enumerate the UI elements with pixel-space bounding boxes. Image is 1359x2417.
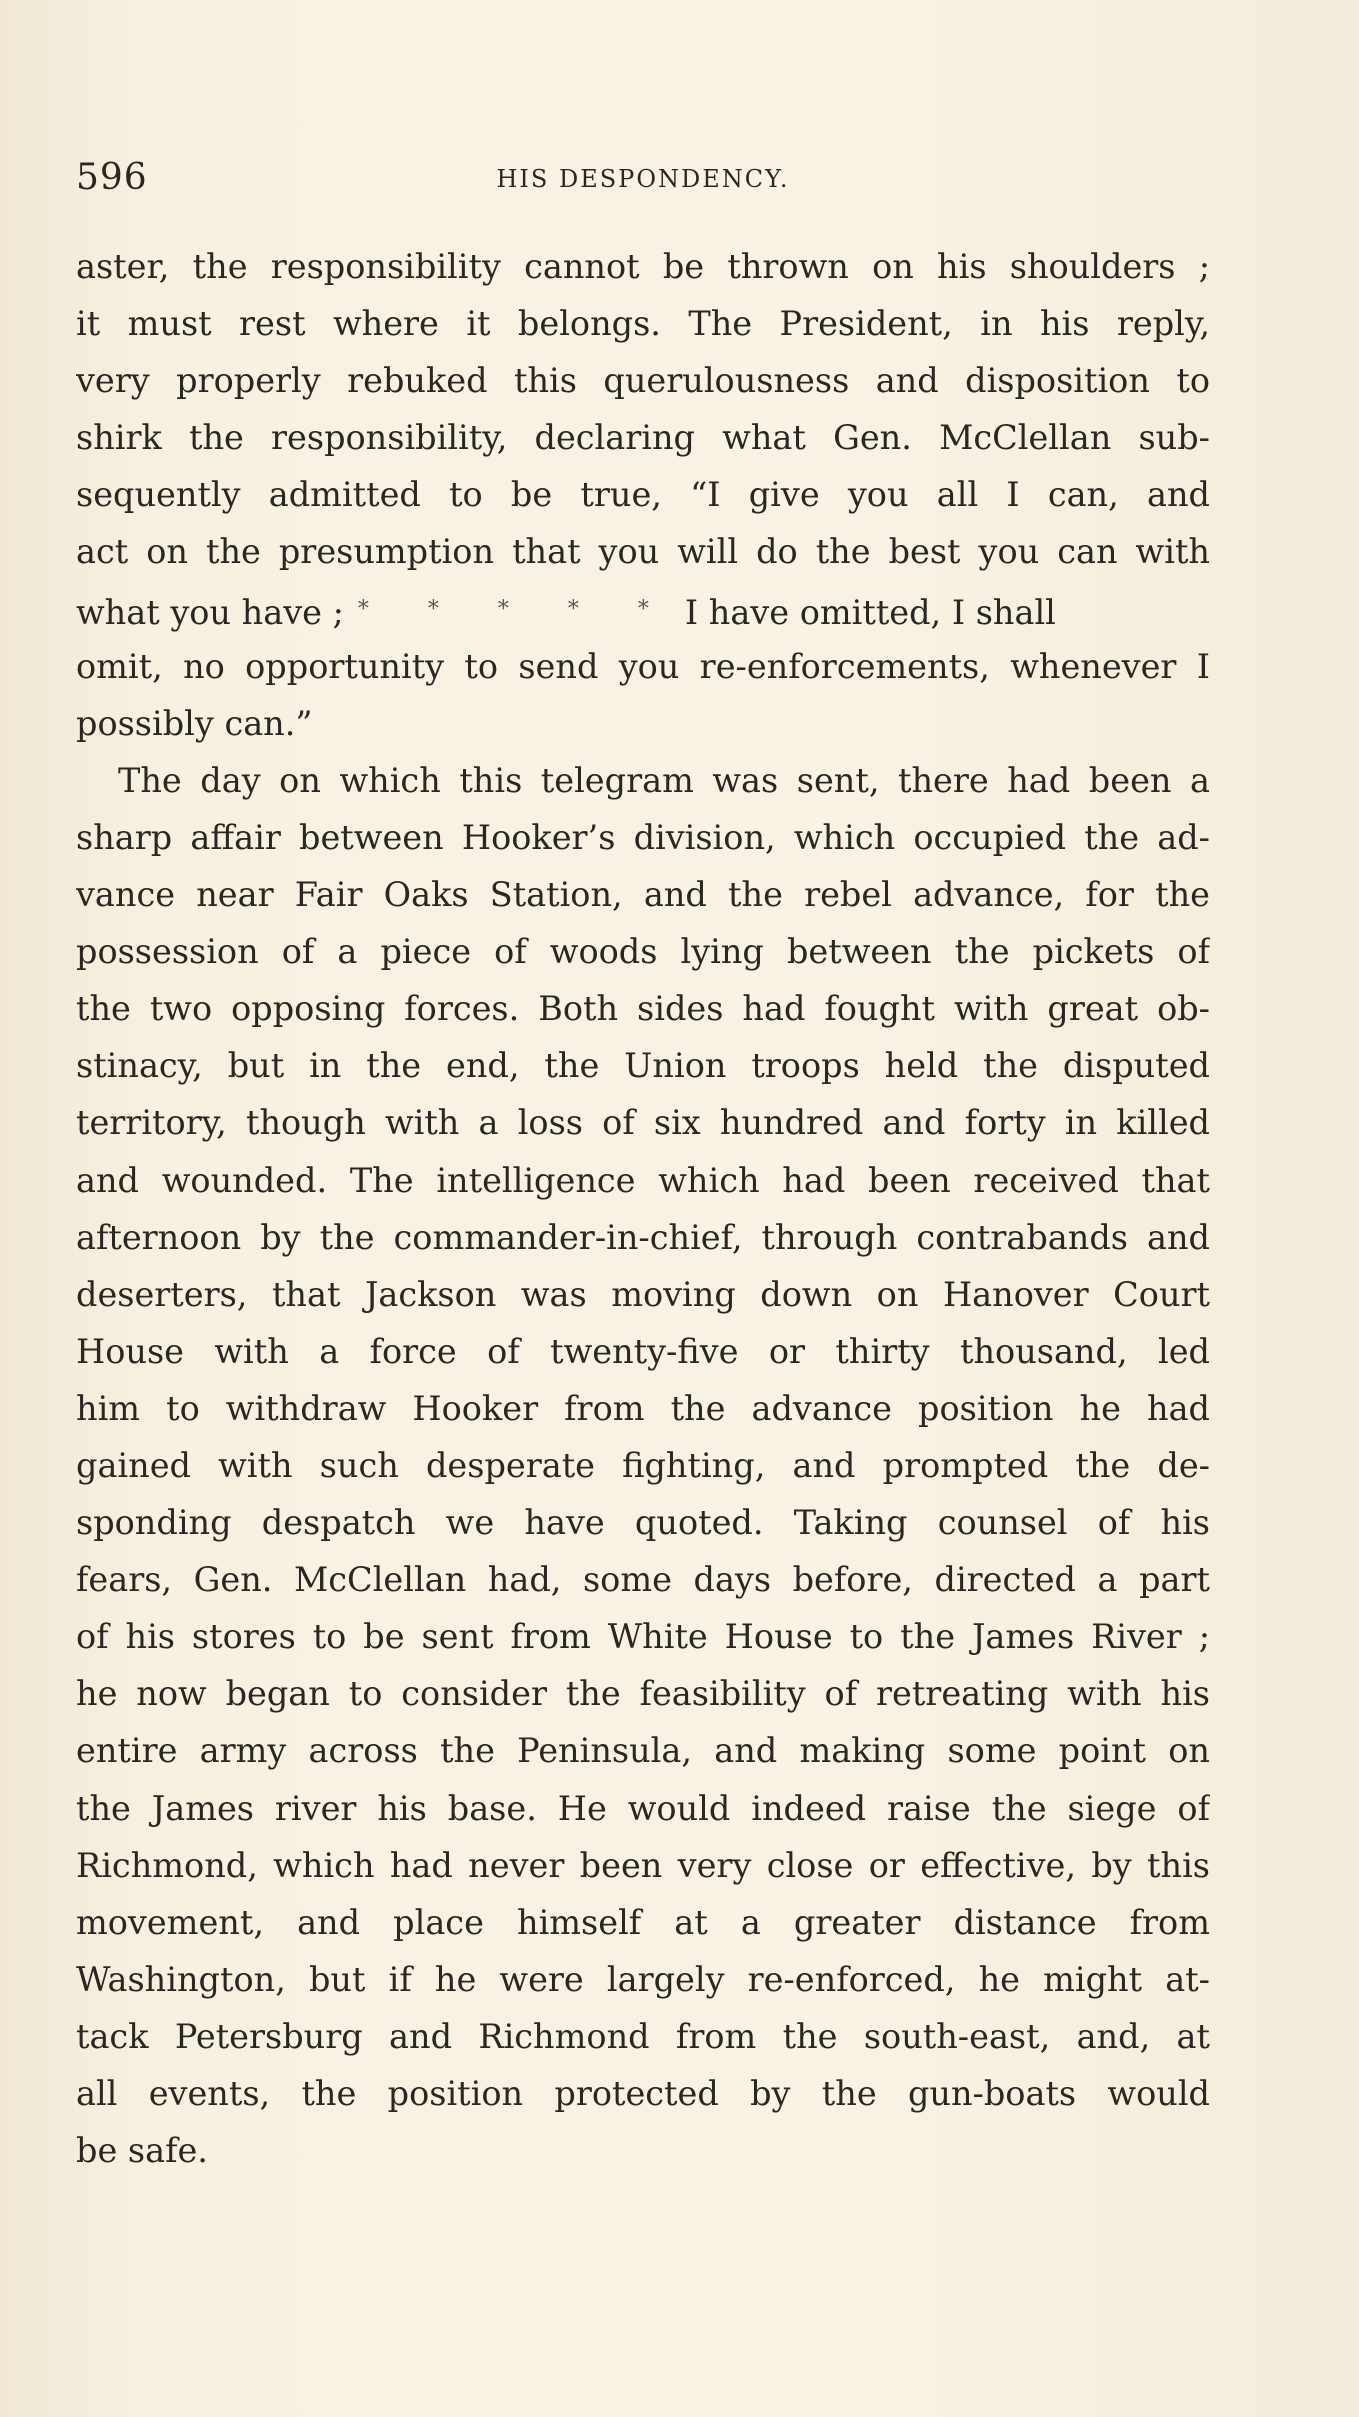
text-line: deserters, that Jackson was moving down on Hanover Court [76, 1274, 1210, 1314]
text-line: and wounded. The intelligence which had been received that [76, 1160, 1210, 1200]
text-line: fears, Gen. McClellan had, some days before, directed a part [76, 1560, 1210, 1600]
text-line: sequently admitted to be true, “I give you all I can, and [76, 475, 1210, 515]
text-line: vance near Fair Oaks Station, and the rebel advance, for the [76, 875, 1210, 915]
text-line: afternoon by the commander-in-chief, through contrabands and [76, 1217, 1210, 1257]
text-line: movement, and place himself at a greater distance from [76, 1902, 1210, 1942]
paragraph [76, 752, 1210, 2179]
paragraph [76, 238, 1210, 752]
text-line: stinacy, but in the end, the Union troops held the disputed [76, 1046, 1210, 1086]
text-line: the James river his base. He would indeed raise the siege of [76, 1788, 1210, 1828]
text-line: he now began to consider the feasibility of retreating with his [76, 1674, 1210, 1714]
text-line: possession of a piece of woods lying between the pickets of [76, 932, 1210, 972]
text-line: be safe. [76, 2131, 208, 2171]
text-line: Richmond, which had never been very close or effective, by this [76, 1845, 1210, 1885]
text-line: omit, no opportunity to send you re-enforcements, whenever I [76, 646, 1210, 686]
text-line: him to withdraw Hooker from the advance position he had [76, 1388, 1210, 1428]
page-header [76, 158, 1210, 198]
text-line: House with a force of twenty-five or thirty thousand, led [76, 1331, 1210, 1371]
text-line: possibly can.” [76, 703, 313, 743]
text-line: aster, the responsibility cannot be thrown on his shoulders ; [76, 247, 1210, 286]
page-number: 596 [76, 157, 148, 198]
text-line: very properly rebuked this querulousness and disposition to [76, 361, 1210, 401]
quote-fragment: what you have ; [76, 592, 344, 632]
text-line: territory, though with a loss of six hundred and forty in killed [76, 1103, 1210, 1143]
text-line: of his stores to be sent from White House to the James River ; [76, 1617, 1210, 1657]
text-line: act on the presumption that you will do the best you can with [76, 532, 1210, 572]
ellipsis-stars: * * * * * [357, 596, 675, 622]
text-line: sharp affair between Hooker’s division, which occupied the ad- [76, 817, 1210, 857]
text-line: it must rest where it belongs. The President, in his reply, [76, 304, 1210, 344]
body-text [76, 238, 1210, 2179]
running-title: HIS DESPONDENCY. [496, 165, 790, 193]
text-line: the two opposing forces. Both sides had fought with great ob- [76, 989, 1210, 1029]
text-line: gained with such desperate fighting, and prompted the de- [76, 1445, 1210, 1485]
quote-fragment: I have omitted, I shall [684, 592, 1056, 632]
text-line: The day on which this telegram was sent, there had been a [118, 760, 1210, 800]
text-line: Washington, but if he were largely re-enforced, he might at- [76, 1959, 1210, 1999]
text-line [76, 581, 1210, 638]
text-line: shirk the responsibility, declaring what Gen. McClellan sub- [76, 418, 1210, 458]
text-line: all events, the position protected by the gun-boats would [76, 2074, 1210, 2113]
text-line: entire army across the Peninsula, and making some point on [76, 1731, 1210, 1771]
text-line: sponding despatch we have quoted. Taking counsel of his [76, 1503, 1210, 1543]
text-line: tack Petersburg and Richmond from the south-east, and, at [76, 2016, 1210, 2056]
